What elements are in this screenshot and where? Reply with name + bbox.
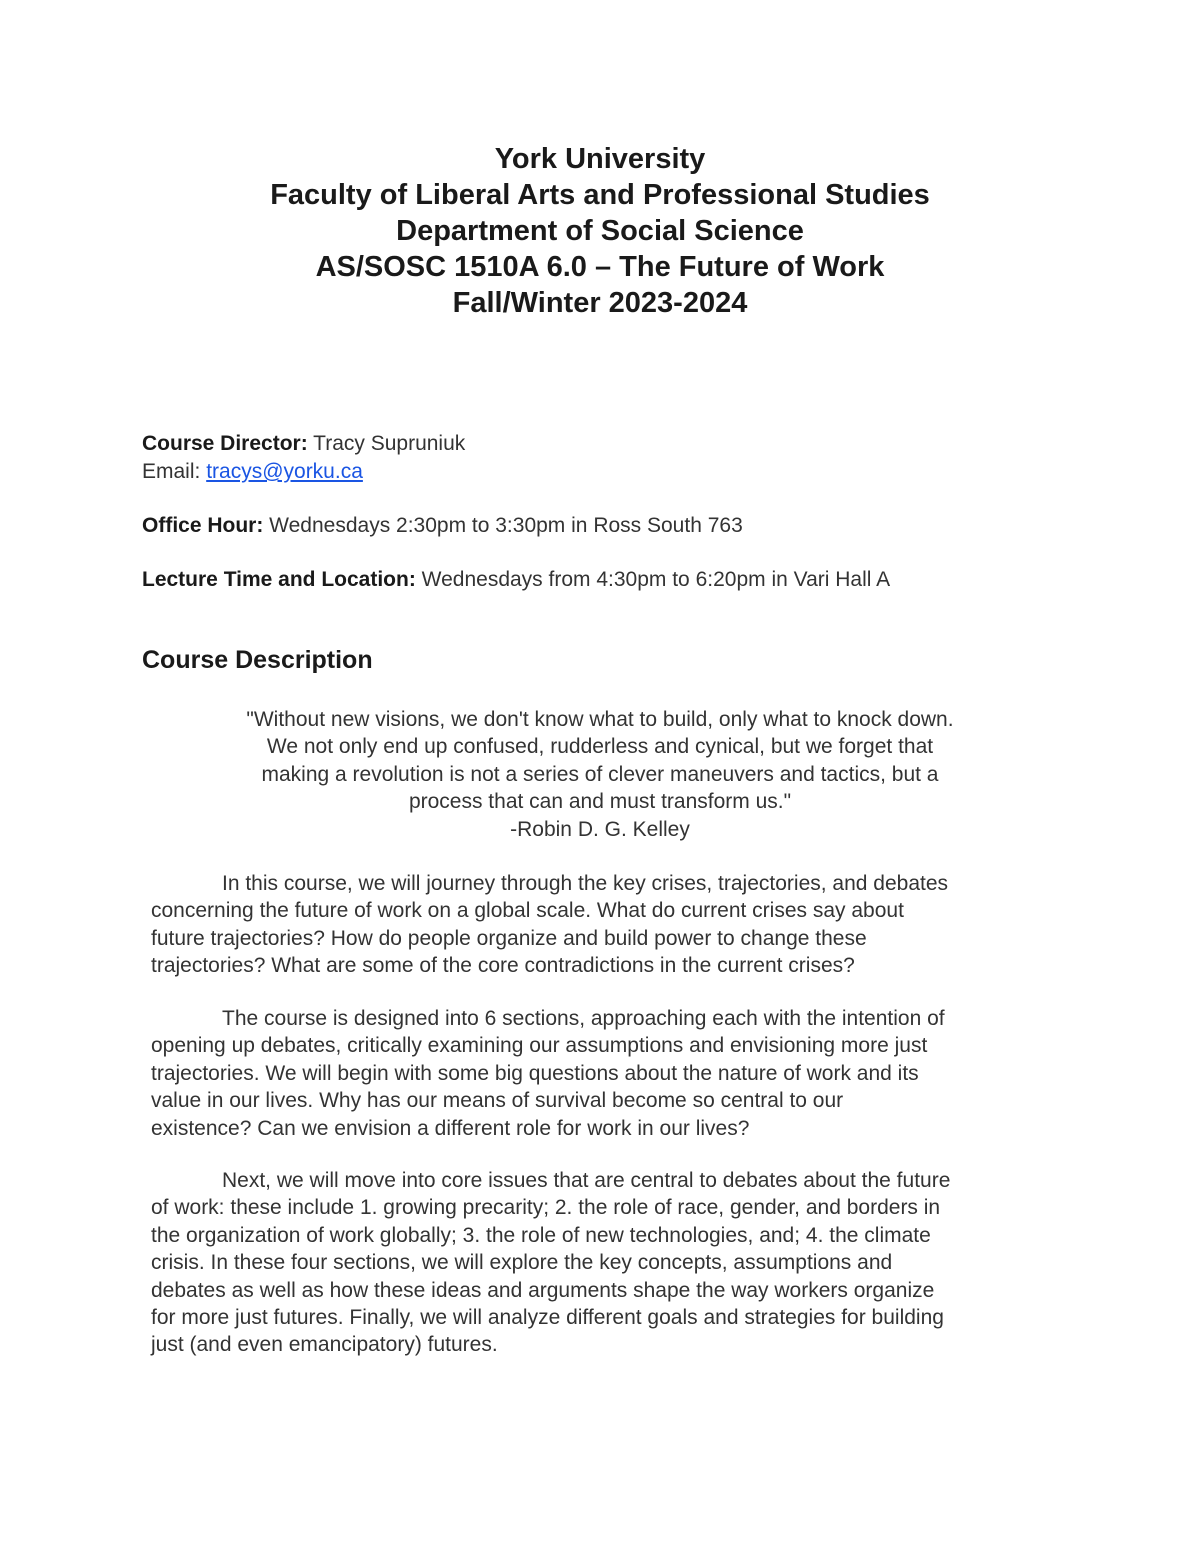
email-line <box>142 458 363 486</box>
paragraph-line: trajectories. We will begin with some big questions about the nature of work and its <box>151 1061 919 1085</box>
course-director-value: Tracy Supruniuk <box>307 432 466 455</box>
description-paragraph-2 <box>151 1005 1051 1142</box>
title-block <box>0 141 1200 321</box>
department-name: Department of Social Science <box>396 215 804 247</box>
paragraph-line: crisis. In these four sections, we will explore the key concepts, assumptions and <box>151 1251 893 1275</box>
quote-line: making a revolution is not a series of clever maneuvers and tactics, but a <box>261 762 939 786</box>
description-paragraph-1 <box>151 870 1051 980</box>
university-name: York University <box>494 143 706 175</box>
epigraph-quote <box>200 706 1000 843</box>
lecture-line <box>142 566 890 594</box>
faculty-name: Faculty of Liberal Arts and Professional Studies <box>270 179 930 211</box>
course-title: AS/SOSC 1510A 6.0 – The Future of Work <box>315 251 885 283</box>
email-link[interactable]: tracys@yorku.ca <box>206 460 363 483</box>
course-director-line <box>142 430 465 458</box>
paragraph-line: Next, we will move into core issues that are central to debates about the future <box>222 1169 951 1192</box>
paragraph-line: In this course, we will journey through the key crises, trajectories, and debates <box>222 872 949 895</box>
description-paragraph-3 <box>151 1167 1051 1359</box>
lecture-value: Wednesdays from 4:30pm to 6:20pm in Vari Hall A <box>415 568 891 591</box>
email-label: Email: <box>142 460 207 483</box>
course-term: Fall/Winter 2023-2024 <box>452 287 748 319</box>
office-hour-label: Office Hour: <box>142 514 264 537</box>
paragraph-line: opening up debates, critically examining our assumptions and envisioning more just <box>151 1034 928 1058</box>
paragraph-line: concerning the future of work on a global scale. What do current crises say about <box>151 899 904 923</box>
quote-line: We not only end up confused, rudderless and cynical, but we forget that <box>266 735 934 759</box>
quote-attribution: -Robin D. G. Kelley <box>510 817 690 841</box>
paragraph-line: future trajectories? How do people organize and build power to change these <box>151 926 867 950</box>
course-description-heading: Course Description <box>142 646 373 674</box>
paragraph-line: just (and even emancipatory) futures. <box>151 1333 498 1357</box>
paragraph-line: debates as well as how these ideas and arguments shape the way workers organize <box>151 1278 935 1302</box>
paragraph-line: of work: these include 1. growing precarity; 2. the role of race, gender, and borders in <box>151 1196 941 1220</box>
paragraph-line: value in our lives. Why has our means of survival become so central to our <box>151 1089 844 1113</box>
paragraph-line: trajectories? What are some of the core contradictions in the current crises? <box>151 954 855 978</box>
paragraph-line: the organization of work globally; 3. the role of new technologies, and; 4. the climate <box>151 1223 931 1247</box>
quote-line: "Without new visions, we don't know what to build, only what to knock down. <box>246 708 954 731</box>
office-hour-line <box>142 512 743 540</box>
paragraph-line: The course is designed into 6 sections, approaching each with the intention of <box>222 1007 945 1030</box>
quote-line: process that can and must transform us." <box>408 790 792 814</box>
paragraph-line: existence? Can we envision a different role for work in our lives? <box>151 1116 750 1140</box>
course-director-label: Course Director: <box>142 432 308 455</box>
lecture-label: Lecture Time and Location: <box>142 568 416 591</box>
paragraph-line: for more just futures. Finally, we will analyze different goals and strategies for building <box>151 1306 944 1330</box>
office-hour-value: Wednesdays 2:30pm to 3:30pm in Ross South 763 <box>263 514 743 537</box>
